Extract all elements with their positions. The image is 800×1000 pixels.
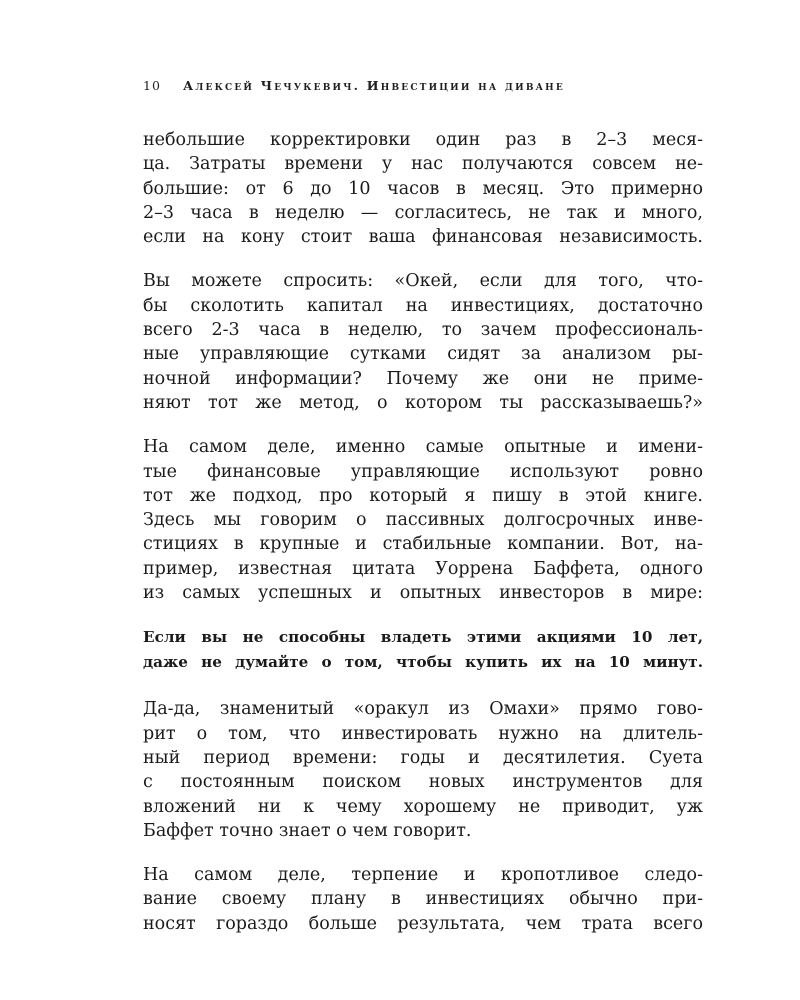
text-line: На самом деле, именно самые опытные и имени-	[143, 437, 703, 458]
text-line: ные управляющие сутками сидят за анализом ры-	[143, 344, 703, 365]
text-line: няют тот же метод, о котором ты рассказываешь?»	[143, 392, 703, 413]
text-line: большие: от 6 до 10 часов в месяц. Это примерно	[143, 178, 703, 199]
book-page	[143, 0, 703, 1000]
paragraph	[143, 697, 703, 843]
text-line: пример, известная цитата Уоррена Баффета, одного	[143, 558, 703, 579]
page-number: 10	[143, 78, 161, 93]
text-line: бы сколотить капитал на инвестициях, достаточно	[143, 295, 703, 316]
text-line: вание своему плану в инвестициях обычно при-	[143, 889, 703, 910]
paragraph	[143, 269, 703, 415]
running-header	[143, 78, 703, 93]
text-line: ный период времени: годы и десятилетия. Суета	[143, 747, 703, 768]
text-line: рит о том, что инвестировать нужно на длитель-	[143, 723, 703, 744]
text-line: всего 2-3 часа в неделю, то зачем профессиональ-	[143, 320, 703, 341]
text-line: если на кону стоит ваша финансовая независимость.	[143, 227, 703, 248]
text-line: На самом деле, терпение и кропотливое следо-	[143, 865, 703, 886]
text-line: небольшие корректировки один раз в 2–3 меся-	[143, 130, 703, 150]
text-line: стициях в крупные и стабильные компании. Вот, на-	[143, 534, 703, 555]
text-line: Баффет точно знает о чем говорит.	[143, 820, 472, 841]
text-line: Вы можете спросить: «Окей, если для того, что-	[143, 271, 703, 292]
text-line: ночной информации? Почему же они не приме-	[143, 368, 703, 389]
text-line: ца. Затраты времени у нас получаются совсем не-	[143, 154, 703, 175]
paragraph	[143, 128, 703, 249]
running-title: Алексей Чечукевич. Инвестиции на диване	[183, 78, 565, 93]
text-line: Да-да, знаменитый «оракул из Омахи» прямо гово-	[143, 699, 703, 720]
text-line: тот же подход, про который я пишу в этой книге.	[143, 485, 703, 506]
buffett-quote	[143, 625, 703, 675]
text-line: 2–3 часа в неделю — согласитесь, не так и много,	[143, 202, 703, 223]
text-line: из самых успешных и опытных инвесторов в мире:	[143, 583, 703, 604]
text-line: с постоянным поиском новых инструментов для	[143, 772, 703, 793]
text-line: вложений ни к чему хорошему не приводит, уж	[143, 796, 703, 817]
paragraph	[143, 435, 703, 605]
quote-line: Если вы не способны владеть этими акциями 10 лет,	[143, 628, 703, 647]
paragraph	[143, 863, 703, 936]
quote-line: даже не думайте о том, чтобы купить их на 10 минут.	[143, 653, 703, 672]
text-line: носят гораздо больше результата, чем трата всего	[143, 913, 703, 934]
text-line: тые финансовые управляющие используют ровно	[143, 461, 703, 482]
text-line: Здесь мы говорим о пассивных долгосрочных инве-	[143, 510, 703, 531]
body-text	[143, 128, 703, 956]
